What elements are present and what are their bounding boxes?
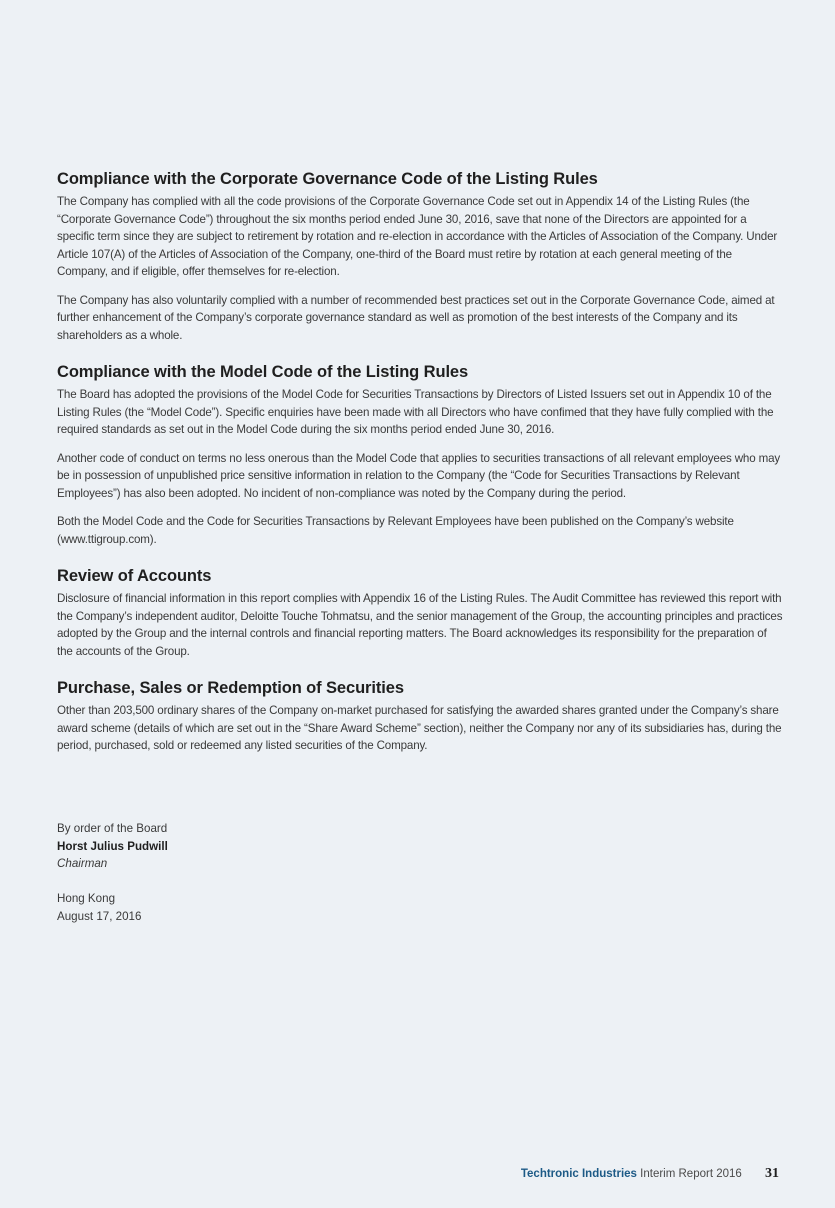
section-corporate-governance (57, 168, 783, 344)
signature-intro: By order of the Board (57, 822, 168, 835)
signature-block (57, 820, 168, 925)
section-paragraph: The Company has complied with all the code provisions of the Corporate Governance Code set out in Appendix 14 of the Listing Rules (the “Corporate Governance Code”) throughout the six months period ended June 30, 2016, save that none of the Directors are appointed for a specific term since they are subject to retirement by rotation and re-election in accordance with the Articles of Association of the Company. Under Article 107(A) of the Articles of Association of the Company, one-third of the Board must retire by rotation at each general meeting of the Company, and if eligible, offer themselves for re-election. (57, 195, 778, 278)
section-heading: Review of Accounts (57, 567, 212, 585)
section-paragraph: Disclosure of financial information in this report complies with Appendix 16 of the Listing Rules. The Audit Committee has reviewed this report with the Company’s independent auditor, Deloitte Touche Tohmatsu, and the senior management of the Group, the accounting principles and practices adopted by the Group and the internal controls and financial reporting matters. The Board acknowledges its responsibility for the preparation of the accounts of the Group. (57, 592, 783, 658)
signatory-title: Chairman (57, 857, 108, 870)
section-review-of-accounts (57, 565, 783, 660)
section-paragraph: The Company has also voluntarily complied with a number of recommended best practices set out in the Corporate Governance Code, aimed at further enhancement of the Company’s corporate governance standard as well as promotion of the best interests of the Company and its shareholders as a whole. (57, 293, 775, 342)
signatory-name: Horst Julius Pudwill (57, 839, 168, 853)
section-paragraph: The Board has adopted the provisions of the Model Code for Securities Transactions by Directors of Listed Issuers set out in Appendix 10 of the Listing Rules (the “Model Code”). Specific enquiries have been made with all Directors who have confimed that they have fully complied with the required standards as set out in the Model Code during the six months period ended June 30, 2016. (57, 388, 774, 436)
section-paragraph: Both the Model Code and the Code for Securities Transactions by Relevant Employees have been published on the Company’s website (www.ttigroup.com). (57, 515, 734, 546)
section-paragraph: Another code of conduct on terms no less onerous than the Model Code that applies to securities transactions of all relevant employees who may be in possession of unpublished price sensitive information in relation to the Company (the “Code for Securities Transactions by Relevant Employees”) has also been adopted. No incident of non-compliance was noted by the Company during the period. (57, 451, 781, 500)
section-paragraph: Other than 203,500 ordinary shares of the Company on-market purchased for satisfying the awarded shares granted under the Company’s share award scheme (details of which are set out in the “Share Award Scheme” section), neither the Company nor any of its subsidiaries has, during the period, purchased, sold or redeemed any listed securities of the Company. (57, 704, 782, 752)
section-model-code (57, 361, 783, 548)
footer-report-title: Interim Report 2016 (640, 1168, 742, 1180)
signature-spacer (57, 873, 168, 891)
page-footer (521, 1166, 779, 1182)
signature-date: August 17, 2016 (57, 909, 142, 923)
page-number: 31 (765, 1166, 779, 1181)
section-heading: Purchase, Sales or Redemption of Securities (57, 679, 404, 697)
main-content (57, 168, 783, 766)
footer-company: Techtronic Industries (520, 1168, 637, 1180)
signature-place: Hong Kong (57, 892, 116, 905)
section-purchase-sales-redemption (57, 677, 783, 755)
section-heading: Compliance with the Model Code of the Listing Rules (57, 363, 469, 381)
section-heading: Compliance with the Corporate Governance Code of the Listing Rules (57, 170, 598, 188)
